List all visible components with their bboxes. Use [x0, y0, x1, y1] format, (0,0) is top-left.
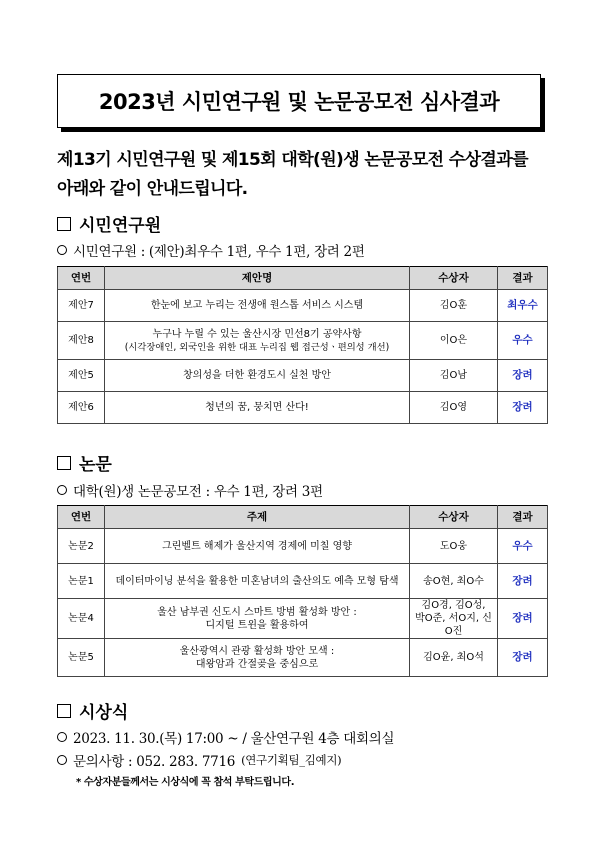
- table-row: [58, 564, 548, 599]
- row-number: 제안7: [58, 290, 105, 322]
- row-winner: 송O현, 최O수: [410, 564, 498, 599]
- contact-team: (연구기획팀_김예지): [241, 753, 342, 767]
- row-winner: 김O영: [410, 392, 498, 424]
- column-header: 주제: [105, 506, 410, 529]
- row-title: 그린벨트 해제가 울산지역 경제에 미칠 영향: [105, 529, 410, 564]
- section-heading-label: 시상식: [79, 703, 129, 723]
- row-title-sub: (시각장애인, 외국인을 위한 대표 누리집 웹 접근성ㆍ편의성 개선): [124, 341, 390, 353]
- row-title: 누구나 누릴 수 있는 울산시장 민선8기 공약사항: [152, 328, 362, 340]
- circle-bullet-icon: [57, 485, 67, 495]
- ceremony-contact: [57, 750, 341, 770]
- table-row: [58, 639, 548, 677]
- row-winner: 김O훈: [410, 290, 498, 322]
- circle-bullet-icon: [57, 245, 67, 255]
- table-row: [58, 360, 548, 392]
- attendance-note: * 수상자분들께서는 시상식에 꼭 참석 부탁드립니다.: [76, 777, 295, 788]
- column-header: 수상자: [410, 267, 498, 290]
- section-heading-label: 시민연구원: [79, 216, 162, 236]
- section-summary-citizen: [57, 240, 365, 260]
- row-title-sub: 디지털 트윈을 활용하여: [205, 619, 309, 631]
- paper-results-table: [57, 505, 548, 677]
- row-winner: 김O남: [410, 360, 498, 392]
- row-number: 논문4: [58, 599, 105, 639]
- table-row: [58, 599, 548, 639]
- page-title: 2023년 시민연구원 및 논문공모전 심사결과: [57, 74, 541, 128]
- row-result: 장려: [498, 639, 548, 677]
- column-header: 결과: [498, 267, 548, 290]
- row-number: 논문1: [58, 564, 105, 599]
- column-header: 연번: [58, 267, 105, 290]
- intro-line-1: 제13기 시민연구원 및 제15회 대학(원)생 논문공모전 수상결과를: [57, 150, 528, 170]
- row-title: 울산 남부권 신도시 스마트 방범 활성화 방안 :: [157, 606, 357, 618]
- table-row: [58, 392, 548, 424]
- column-header: 제안명: [105, 267, 410, 290]
- row-number: 제안8: [58, 322, 105, 360]
- summary-text: 대학(원)생 논문공모전 : 우수 1편, 장려 3편: [73, 484, 323, 500]
- row-title-cell: [105, 322, 410, 360]
- circle-bullet-icon: [57, 755, 67, 765]
- row-number: 제안6: [58, 392, 105, 424]
- section-heading-paper: [57, 450, 112, 475]
- row-winner: 김O경, 김O성,: [421, 600, 486, 611]
- row-title-cell: [105, 599, 410, 639]
- square-bullet-icon: [57, 217, 71, 231]
- table-row: [58, 322, 548, 360]
- row-winner-2: 박O준, 서O지, 신O진: [415, 613, 492, 637]
- column-header: 연번: [58, 506, 105, 529]
- row-title: 데이터마이닝 분석을 활용한 미혼남녀의 출산의도 예측 모형 탐색: [105, 564, 410, 599]
- intro-line-2: 아래와 같이 안내드립니다.: [57, 179, 248, 199]
- ceremony-datetime: [57, 727, 394, 747]
- row-result: 장려: [498, 392, 548, 424]
- row-winner: 김O윤, 최O석: [410, 639, 498, 677]
- section-heading-citizen: [57, 211, 161, 236]
- row-result: 최우수: [498, 290, 548, 322]
- row-title: 울산광역시 관광 활성화 방안 모색 :: [179, 645, 335, 657]
- table-row: [58, 290, 548, 322]
- row-winner: 도O웅: [410, 529, 498, 564]
- intro-text: [57, 146, 557, 204]
- summary-text: 시민연구원 : (제안)최우수 1편, 우수 1편, 장려 2편: [73, 244, 365, 260]
- square-bullet-icon: [57, 704, 71, 718]
- row-number: 제안5: [58, 360, 105, 392]
- row-result: 우수: [498, 322, 548, 360]
- section-summary-paper: [57, 480, 323, 500]
- section-heading-label: 논문: [79, 455, 112, 475]
- section-heading-ceremony: [57, 698, 128, 723]
- row-number: 논문5: [58, 639, 105, 677]
- row-number: 논문2: [58, 529, 105, 564]
- row-title-sub: 대왕암과 간절곶을 중심으로: [195, 658, 319, 670]
- row-title-cell: [105, 639, 410, 677]
- row-winner-cell: [410, 599, 498, 639]
- row-title: 한눈에 보고 누리는 전생애 원스톱 서비스 시스템: [105, 290, 410, 322]
- column-header: 수상자: [410, 506, 498, 529]
- table-row: [58, 529, 548, 564]
- circle-bullet-icon: [57, 732, 67, 742]
- ceremony-datetime-text: 2023. 11. 30.(목) 17:00 ~ / 울산연구원 4층 대회의실: [73, 731, 395, 747]
- column-header: 결과: [498, 506, 548, 529]
- contact-text: 문의사항 : 052. 283. 7716: [73, 754, 236, 770]
- square-bullet-icon: [57, 456, 71, 470]
- row-title: 창의성을 더한 환경도시 실천 방안: [105, 360, 410, 392]
- row-result: 장려: [498, 599, 548, 639]
- row-winner: 이O은: [410, 322, 498, 360]
- citizen-results-table: [57, 266, 548, 424]
- row-result: 우수: [498, 529, 548, 564]
- row-title: 청년의 꿈, 뭉치면 산다!: [105, 392, 410, 424]
- row-result: 장려: [498, 360, 548, 392]
- row-result: 장려: [498, 564, 548, 599]
